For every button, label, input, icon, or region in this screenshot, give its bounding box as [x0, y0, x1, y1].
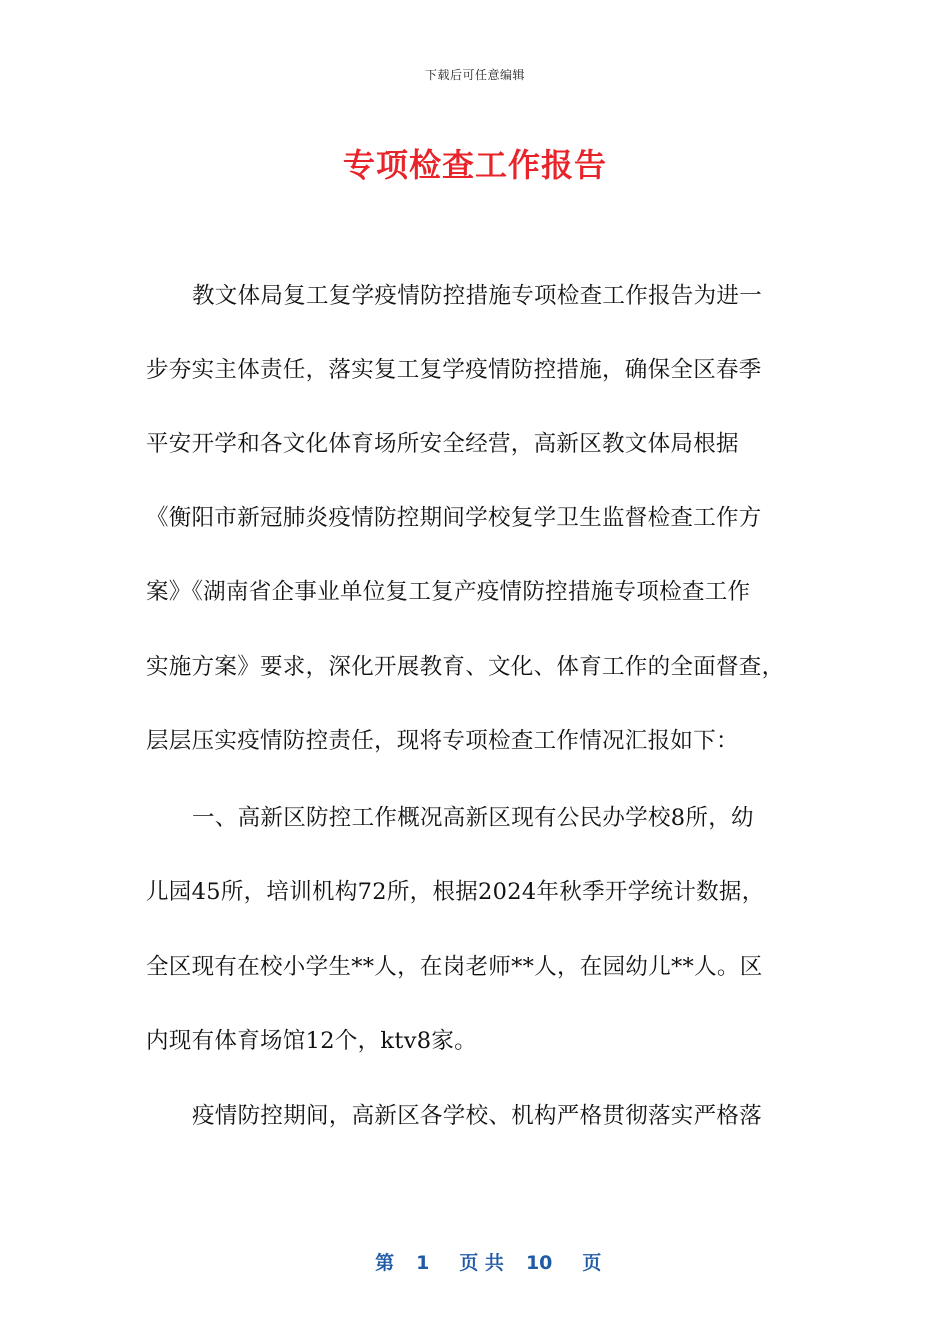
- header-note: 下载后可任意编辑: [424, 68, 525, 82]
- paragraph-line: 平安开学和各文化体育场所安全经营，高新区教文体局根据: [146, 431, 739, 457]
- paragraph-line: 全区现有在校小学生**人，在岗老师**人，在园幼儿**人。区: [146, 954, 763, 980]
- paragraph-line: 教文体局复工复学疫情防控措施专项检查工作报告为进一: [192, 283, 763, 309]
- footer-current-page: 1: [416, 1252, 430, 1274]
- paragraph-line: 一、高新区防控工作概况高新区现有公民办学校8所，幼: [192, 805, 754, 831]
- paragraph-line: 步夯实主体责任，落实复工复学疫情防控措施，确保全区春季: [146, 357, 762, 383]
- paragraph-line: 内现有体育场馆12个，ktv8家。: [146, 1028, 477, 1054]
- footer-label-page: 第: [375, 1252, 395, 1274]
- paragraph-line: 儿园45所，培训机构72所，根据2024年秋季开学统计数据，: [146, 879, 765, 905]
- footer-total-pages: 10: [525, 1252, 553, 1274]
- footer-label-pages: 页: [582, 1252, 602, 1274]
- paragraph-line: 疫情防控期间，高新区各学校、机构严格贯彻落实严格落: [192, 1103, 763, 1129]
- paragraph-line: 层层压实疫情防控责任，现将专项检查工作情况汇报如下：: [146, 728, 739, 754]
- paragraph-line: 《衡阳市新冠肺炎疫情防控期间学校复学卫生监督检查工作方: [146, 505, 762, 531]
- footer-label-page-of: 页 共: [459, 1252, 504, 1274]
- page-footer: [0, 1226, 950, 1297]
- document-title: 专项检查工作报告: [342, 146, 607, 184]
- paragraph-line: 实施方案》要求，深化开展教育、文化、体育工作的全面督查，: [146, 654, 785, 680]
- paragraph-line: 案》《湖南省企事业单位复工复产疫情防控措施专项检查工作: [146, 579, 751, 605]
